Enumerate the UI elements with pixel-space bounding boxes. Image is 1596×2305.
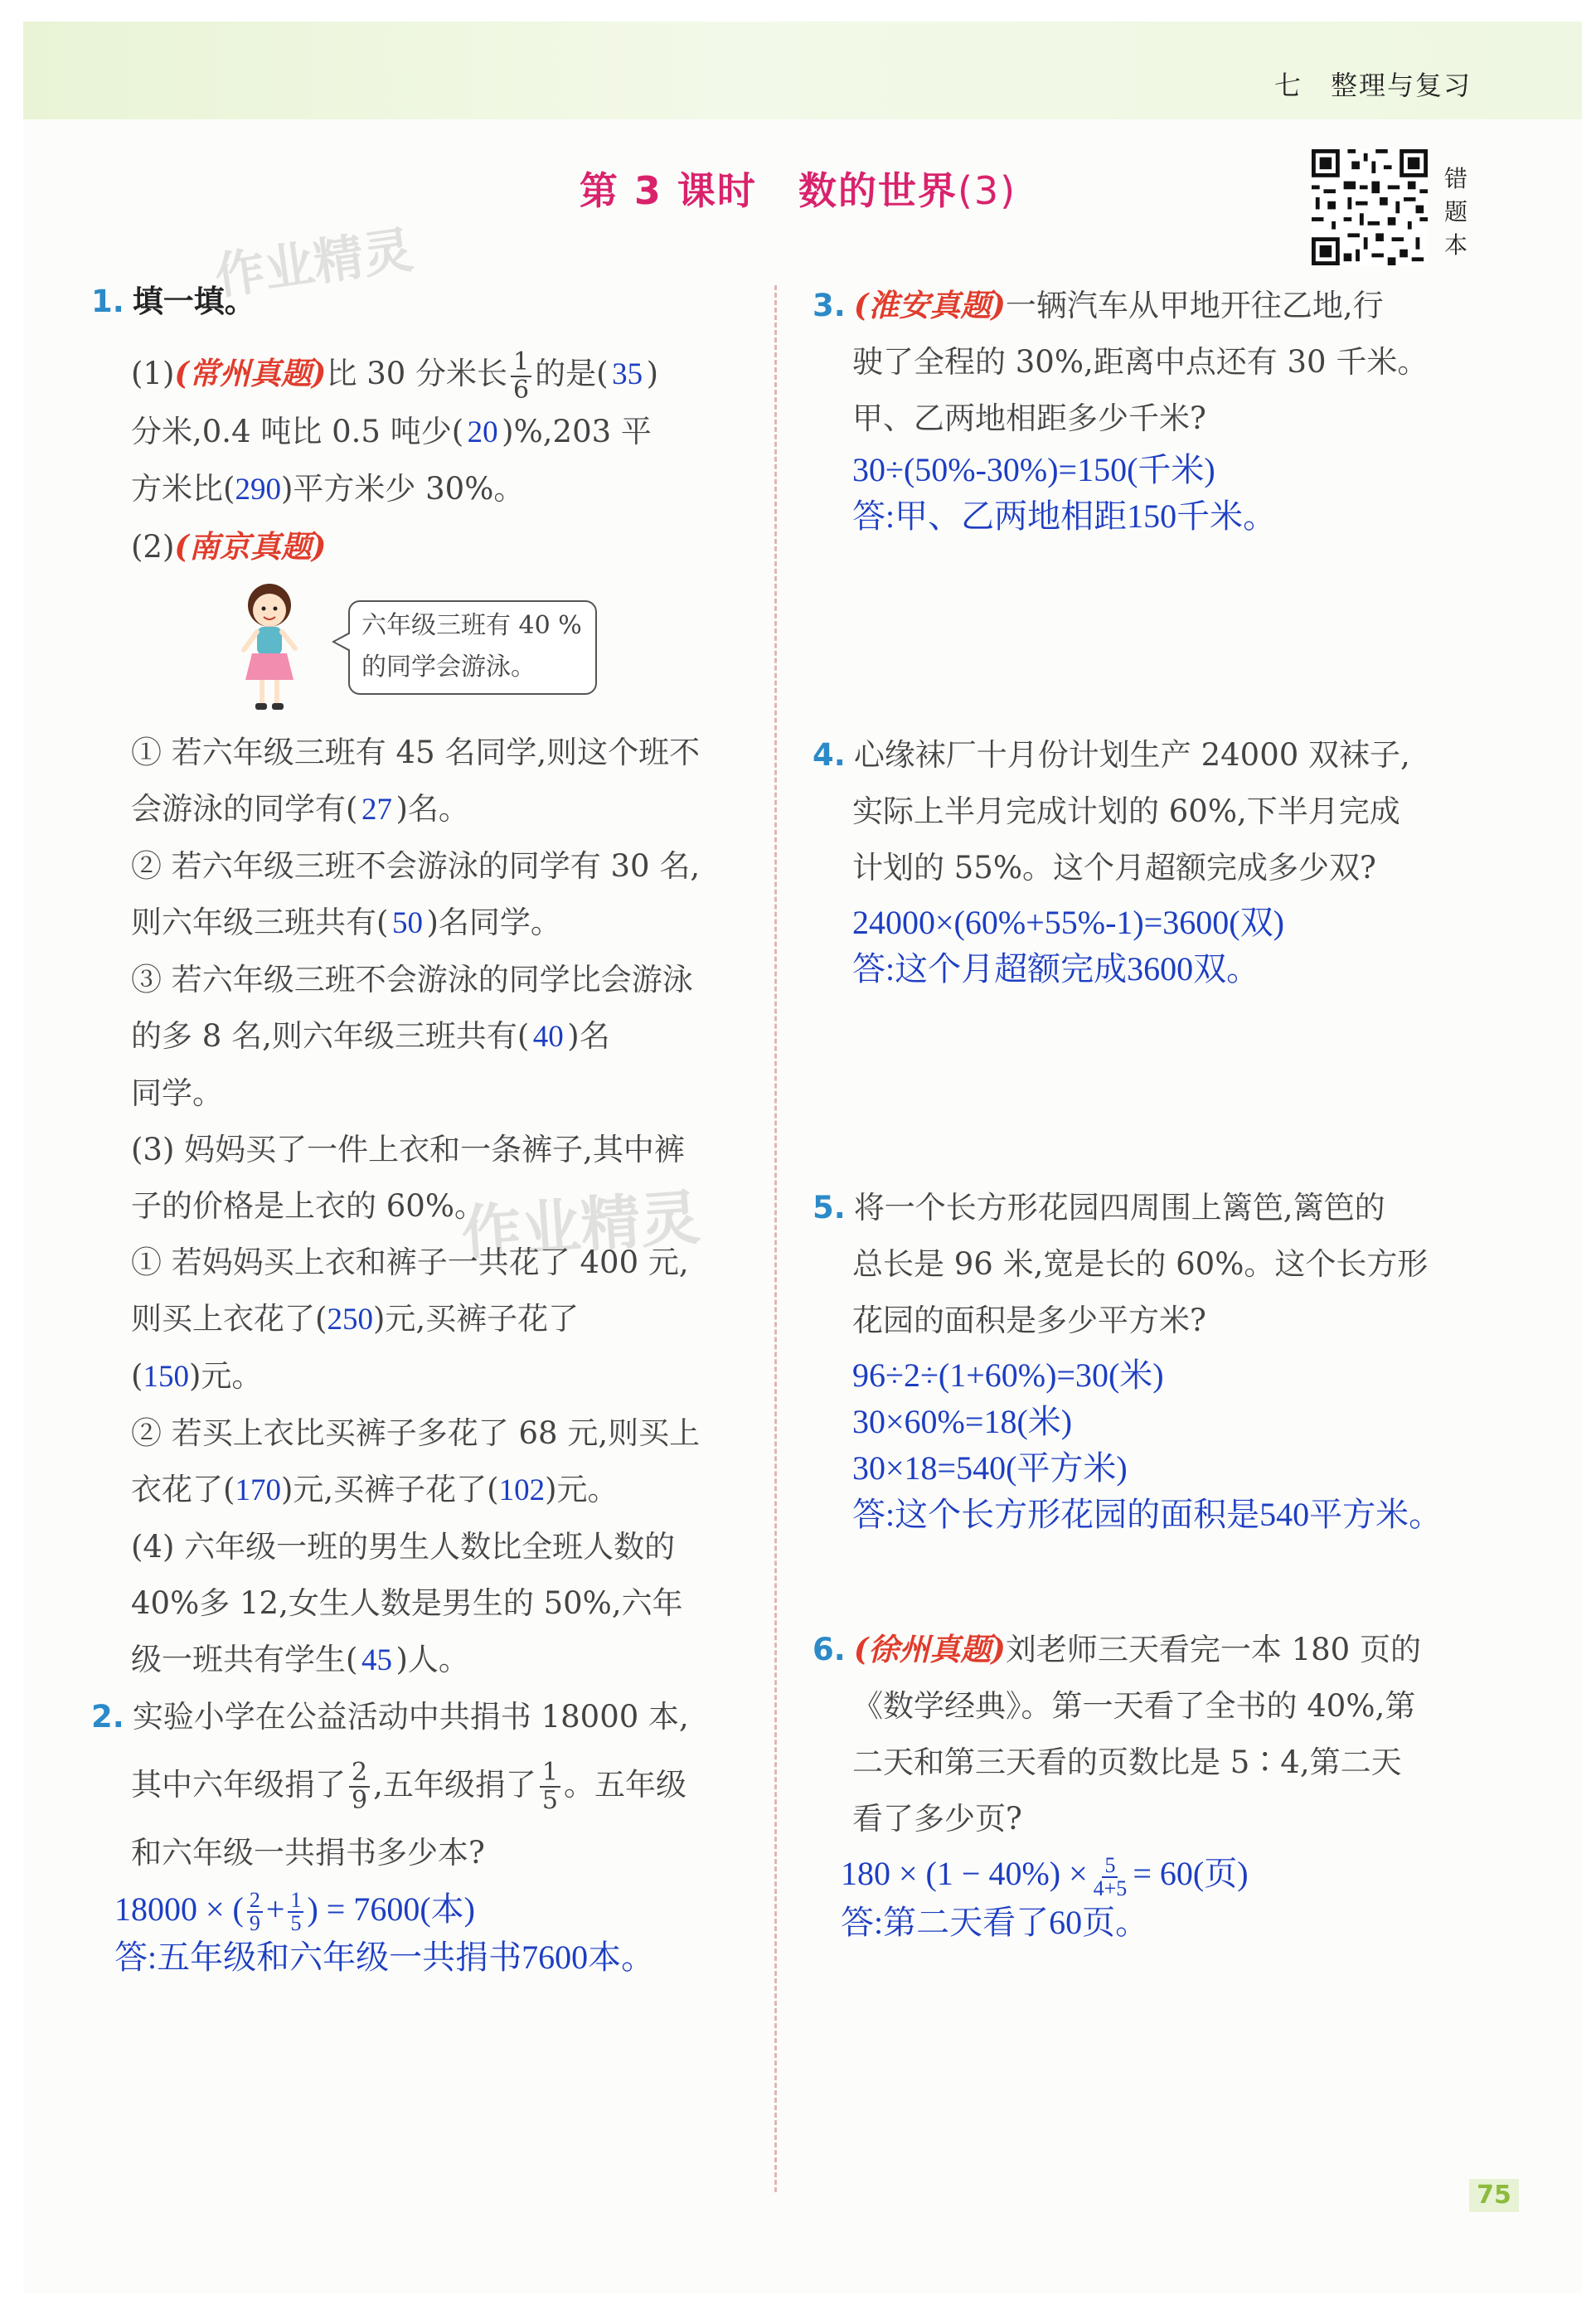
lesson-number: 第 3 课时 xyxy=(579,168,757,213)
q5-line1 xyxy=(813,1180,1476,1236)
text: 。五年级 xyxy=(563,1766,686,1803)
text: )人。 xyxy=(395,1641,469,1677)
text: 总长是 96 米,宽是长的 60%。这个长方形 xyxy=(852,1246,1429,1282)
numerator: 1 xyxy=(540,1759,560,1788)
q3-line1 xyxy=(813,277,1476,334)
q5-line3 xyxy=(813,1293,1476,1349)
q6-line2 xyxy=(813,1678,1476,1735)
q4-line3 xyxy=(813,840,1476,896)
qr-label-char: 错 xyxy=(1443,165,1467,192)
right-column xyxy=(813,277,1476,1946)
q4-answer: 答:这个月超额完成3600双。 xyxy=(852,950,1260,988)
q4-calculation: 24000×(60%+55%-1)=3600(双) xyxy=(852,904,1284,941)
text: 一辆汽车从甲地开往乙地,行 xyxy=(1005,288,1384,323)
text: ( xyxy=(131,1357,143,1394)
text: )名。 xyxy=(395,790,469,827)
answer-blank[interactable]: 250 xyxy=(327,1302,373,1337)
text: 心缘袜厂十月份计划生产 24000 双袜子, xyxy=(853,737,1410,773)
watermark: 作业精灵 xyxy=(211,221,417,307)
denominator: 5 xyxy=(541,1786,558,1815)
q2-answer: 答:五年级和六年级一共捐书7600本。 xyxy=(114,1939,655,1977)
q5-calc-2: 30×60%=18(米) xyxy=(852,1403,1073,1440)
fraction xyxy=(1091,1852,1130,1900)
qr-label xyxy=(1441,163,1471,262)
question-1-heading xyxy=(91,274,746,330)
q3-line3 xyxy=(813,391,1476,447)
source-tag: (徐州真题) xyxy=(853,1631,1006,1667)
text: 将一个长方形花园四周围上篱笆,篱笆的 xyxy=(853,1190,1385,1225)
q2-line2 xyxy=(91,1745,746,1825)
text: 的是( xyxy=(535,356,609,391)
numerator: 1 xyxy=(511,349,531,377)
bubble-text: 的同学会游泳。 xyxy=(361,652,536,682)
text: 其中六年级捐了 xyxy=(131,1766,346,1803)
numerator: 5 xyxy=(1102,1855,1118,1878)
bubble-text: 六年级三班有 40 % xyxy=(361,610,582,640)
text: 驶了全程的 30%,距离中点还有 30 千米。 xyxy=(852,344,1429,380)
q4-line1 xyxy=(813,727,1476,784)
answer-blank[interactable]: 20 xyxy=(467,415,498,449)
question-number: 3. xyxy=(813,288,846,323)
fraction xyxy=(247,1890,263,1934)
q3-answer: 答:甲、乙两地相距150千米。 xyxy=(852,497,1277,535)
text: 花园的面积是多少平方米? xyxy=(852,1303,1206,1338)
left-column xyxy=(91,274,746,1981)
question-number: 2. xyxy=(91,1698,124,1735)
q5-line2 xyxy=(813,1236,1476,1293)
q1-p3-s1-b xyxy=(91,1291,746,1348)
text: 会游泳的同学有( xyxy=(131,790,358,827)
qr-code-icon[interactable] xyxy=(1312,149,1428,265)
text: )名同学。 xyxy=(426,904,561,940)
text: 比 30 分米长 xyxy=(326,356,508,391)
answer-blank[interactable]: 40 xyxy=(532,1019,564,1054)
q1-p4-c xyxy=(91,1632,746,1689)
q1-p2-s3-a xyxy=(91,952,746,1008)
text: ② 若六年级三班不会游泳的同学有 30 名, xyxy=(131,847,701,884)
q5-calc-1: 96÷2÷(1+60%)=30(米) xyxy=(852,1356,1164,1394)
text: )名 xyxy=(567,1017,610,1054)
answer-blank[interactable]: 35 xyxy=(612,357,643,391)
text: (3) 妈妈买了一件上衣和一条裤子,其中裤 xyxy=(131,1131,685,1167)
fraction xyxy=(511,349,531,404)
calc-text: = 60(页) xyxy=(1133,1855,1249,1892)
answer-blank[interactable]: 170 xyxy=(235,1473,281,1507)
q1-p2-s3-b xyxy=(91,1008,746,1065)
calc-text: ) = 7600(本) xyxy=(307,1890,475,1928)
q1-p3-intro-b xyxy=(91,1178,746,1235)
numerator: 2 xyxy=(247,1890,263,1913)
q1-p2-s2-a xyxy=(91,838,746,895)
text: ) xyxy=(646,356,659,391)
answer-blank[interactable]: 27 xyxy=(361,792,392,827)
text: 实验小学在公益活动中共捐书 18000 本, xyxy=(132,1698,689,1735)
q4-line2 xyxy=(813,784,1476,840)
question-number: 4. xyxy=(813,737,846,773)
question-number: 6. xyxy=(813,1632,846,1667)
answer-blank[interactable]: 102 xyxy=(498,1473,546,1507)
q1-part1-line3 xyxy=(91,461,746,518)
speech-illustration xyxy=(91,575,746,725)
q1-p4-b xyxy=(91,1575,746,1632)
text: (4) 六年级一班的男生人数比全班人数的 xyxy=(131,1528,676,1565)
answer-blank[interactable]: 290 xyxy=(235,472,281,507)
text: 甲、乙两地相距多少千米? xyxy=(852,400,1206,436)
denominator: 9 xyxy=(352,1786,368,1815)
text: 同学。 xyxy=(131,1075,223,1111)
text: 则六年级三班共有( xyxy=(131,904,389,940)
q1-p2-s1-a xyxy=(91,725,746,781)
numerator: 2 xyxy=(349,1759,370,1788)
text: 分米,0.4 吨比 0.5 吨少( xyxy=(131,413,464,449)
calc-text: 180 × (1 − 40%) × xyxy=(841,1855,1088,1892)
denominator: 9 xyxy=(249,1911,260,1936)
calc-text: 18000 × ( xyxy=(114,1890,244,1928)
text: )元,买裤子花了 xyxy=(372,1300,580,1337)
q3-calculation: 30÷(50%-30%)=150(千米) xyxy=(852,451,1215,488)
text: 方米比( xyxy=(131,470,235,507)
q1-p4-a xyxy=(91,1519,746,1575)
q1-part1-line2 xyxy=(91,404,746,461)
text: ② 若买上衣比买裤子多花了 68 元,则买上 xyxy=(131,1415,701,1451)
text: 刘老师三天看完一本 180 页的 xyxy=(1005,1632,1421,1667)
q1-p3-s2-a xyxy=(91,1405,746,1462)
text: 级一班共有学生( xyxy=(131,1641,358,1677)
answer-blank[interactable]: 150 xyxy=(143,1359,189,1394)
speech-bubble xyxy=(348,600,597,695)
girl-illustration-icon xyxy=(232,577,307,718)
chapter-title: 整理与复习 xyxy=(1330,70,1472,101)
q5-answer: 答:这个长方形花园的面积是540平方米。 xyxy=(852,1496,1443,1533)
chapter-number: 七 xyxy=(1273,70,1303,101)
text: 和六年级一共捐书多少本? xyxy=(131,1834,485,1871)
text: 40%多 12,女生人数是男生的 50%,六年 xyxy=(131,1584,683,1621)
column-divider xyxy=(774,285,777,2192)
text: ① 若妈妈买上衣和裤子一共花了 400 元, xyxy=(131,1244,689,1280)
text: 则买上衣花了( xyxy=(131,1300,327,1337)
question-number: 5. xyxy=(813,1190,846,1225)
denominator: 4+5 xyxy=(1093,1876,1128,1900)
text: 二天和第三天看的页数比是 5∶4,第二天 xyxy=(852,1745,1402,1780)
q6-calculation xyxy=(813,1851,1476,1900)
text: )元。 xyxy=(545,1471,619,1507)
q3-line2 xyxy=(813,334,1476,391)
q1-p2-s3-d xyxy=(91,1065,746,1122)
fraction xyxy=(540,1759,560,1814)
text: )%,203 平 xyxy=(502,413,652,449)
text: 计划的 55%。这个月超额完成多少双? xyxy=(852,850,1376,886)
fraction xyxy=(288,1890,303,1934)
q6-answer: 答:第二天看了60页。 xyxy=(841,1903,1149,1941)
q1-p3-s1-c xyxy=(91,1348,746,1405)
q1-p3-s1-a xyxy=(91,1235,746,1291)
text: 的多 8 名,则六年级三班共有( xyxy=(131,1017,530,1054)
text: )元,买裤子花了( xyxy=(280,1471,499,1507)
lesson-subtitle: 数的世界 xyxy=(798,168,958,213)
question-label: 填一填。 xyxy=(132,284,255,319)
fraction xyxy=(349,1759,370,1814)
qr-label-char: 本 xyxy=(1443,231,1467,259)
source-tag: (常州真题) xyxy=(174,355,327,391)
text: ③ 若六年级三班不会游泳的同学比会游泳 xyxy=(131,961,693,997)
denominator: 6 xyxy=(513,375,530,405)
denominator: 5 xyxy=(290,1911,302,1936)
watermark: 作业精灵 xyxy=(458,1182,703,1269)
q2-calculation xyxy=(91,1886,746,1935)
q1-p3-s2-b xyxy=(91,1462,746,1519)
q5-calc-3: 30×18=540(平方米) xyxy=(852,1449,1128,1487)
answer-blank[interactable]: 50 xyxy=(391,905,423,940)
text: 看了多少页? xyxy=(852,1801,1022,1837)
q1-p2-s1-b xyxy=(91,781,746,838)
text: 衣花了( xyxy=(131,1471,235,1507)
qr-label-char: 题 xyxy=(1443,198,1467,226)
q6-line3 xyxy=(813,1735,1476,1791)
source-tag: (南京真题) xyxy=(174,527,327,565)
text: )元。 xyxy=(188,1357,263,1394)
q2-line1 xyxy=(91,1689,746,1745)
text: 实际上半月完成计划的 60%,下半月完成 xyxy=(852,793,1400,829)
text: ,五年级捐了 xyxy=(373,1766,536,1803)
numerator: 1 xyxy=(288,1890,303,1913)
text: 子的价格是上衣的 60%。 xyxy=(131,1187,485,1224)
part-prefix: (1) xyxy=(131,356,175,391)
q1-part2-heading xyxy=(91,518,746,575)
part-prefix: (2) xyxy=(131,528,175,565)
answer-blank[interactable]: 45 xyxy=(361,1643,392,1677)
chapter-header xyxy=(1274,65,1472,103)
calc-text: + xyxy=(265,1890,285,1928)
q2-line3 xyxy=(91,1825,746,1881)
q1-part1-line1 xyxy=(91,345,746,404)
text: )平方米少 30%。 xyxy=(280,470,525,507)
q6-line4 xyxy=(813,1791,1476,1847)
question-number: 1. xyxy=(91,284,124,319)
q1-p3-intro-a xyxy=(91,1122,746,1178)
q1-p2-s2-b xyxy=(91,895,746,952)
text: 《数学经典》。第一天看了全书的 40%,第 xyxy=(852,1688,1416,1724)
text: ① 若六年级三班有 45 名同学,则这个班不 xyxy=(131,734,701,770)
source-tag: (淮安真题) xyxy=(853,287,1006,323)
lesson-part: (3) xyxy=(957,168,1017,213)
page-number: 75 xyxy=(1469,2179,1519,2212)
q6-line1 xyxy=(813,1621,1476,1678)
